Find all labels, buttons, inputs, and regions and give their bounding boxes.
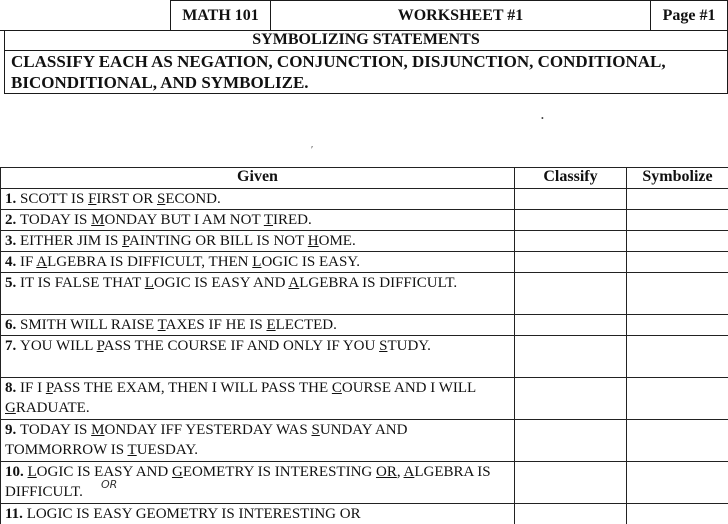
table-row xyxy=(1,231,728,252)
symbol-letter: OR xyxy=(376,464,397,480)
statement-text: ASS THE COURSE IF AND ONLY IF YOU xyxy=(104,338,379,354)
statement-text: , xyxy=(397,464,404,480)
symbol-letter: F xyxy=(88,191,96,207)
statement-text: ASS THE EXAM, THEN I WILL PASS THE xyxy=(53,380,332,396)
statement-text: LOGIC IS EASY GEOMETRY IS INTERESTING OR xyxy=(27,506,361,522)
table-row xyxy=(1,273,728,315)
symbol-letter: M xyxy=(91,212,104,228)
symbol-letter: S xyxy=(311,422,319,438)
classify-answer-cell[interactable] xyxy=(515,462,627,504)
classify-answer-cell[interactable] xyxy=(515,210,627,231)
statement-text: AINTING OR BILL IS NOT xyxy=(129,233,308,249)
statement-text: OGIC IS EASY AND xyxy=(37,464,172,480)
statement-text: ONDAY IFF YESTERDAY WAS xyxy=(104,422,311,438)
classify-answer-cell[interactable] xyxy=(515,189,627,210)
symbol-letter: T xyxy=(128,442,137,458)
statement-text: TODAY IS xyxy=(20,212,91,228)
classify-answer-cell[interactable] xyxy=(515,336,627,378)
statement-text: SMITH WILL RAISE xyxy=(20,317,158,333)
statement-text: ECOND. xyxy=(165,191,220,207)
symbol-letter: L xyxy=(28,464,37,480)
given-statement xyxy=(1,273,515,315)
worksheet-subtitle: SYMBOLIZING STATEMENTS xyxy=(4,30,728,51)
statement-number: 5. xyxy=(5,275,20,291)
symbol-letter: P xyxy=(46,380,53,396)
symbol-letter: A xyxy=(404,464,415,480)
statement-text: EITHER JIM IS xyxy=(20,233,122,249)
symbolize-answer-cell[interactable] xyxy=(627,336,728,378)
symbol-letter: E xyxy=(266,317,275,333)
given-statement xyxy=(1,252,515,273)
symbol-letter: L xyxy=(145,275,154,291)
symbolize-answer-cell[interactable] xyxy=(627,189,728,210)
statement-text: TUDY. xyxy=(387,338,430,354)
statement-number: 8. xyxy=(5,380,20,396)
header-blank-cell xyxy=(0,0,170,31)
statement-text: YOU WILL xyxy=(20,338,97,354)
table-row xyxy=(1,315,728,336)
course-code: MATH 101 xyxy=(170,0,271,31)
given-statement xyxy=(1,420,515,462)
table-row xyxy=(1,252,728,273)
handwritten-annotation: OR xyxy=(101,478,117,491)
column-header-given: Given xyxy=(1,168,515,189)
symbolize-answer-cell[interactable] xyxy=(627,252,728,273)
symbol-letter: S xyxy=(379,338,387,354)
statement-text: AXES IF HE IS xyxy=(166,317,267,333)
classify-answer-cell[interactable] xyxy=(515,252,627,273)
symbol-letter: A xyxy=(288,275,299,291)
symbol-letter: S xyxy=(157,191,165,207)
symbol-letter: G xyxy=(5,400,16,416)
statement-text: TODAY IS xyxy=(20,422,91,438)
paper-speck: • xyxy=(541,114,544,123)
statement-number: 9. xyxy=(5,422,20,438)
statement-text: LECTED. xyxy=(276,317,337,333)
given-statement xyxy=(1,315,515,336)
statement-text: OURSE AND I WILL xyxy=(342,380,476,396)
worksheet-table xyxy=(0,167,728,524)
table-row xyxy=(1,189,728,210)
given-statement xyxy=(1,231,515,252)
symbolize-answer-cell[interactable] xyxy=(627,420,728,462)
classify-answer-cell[interactable] xyxy=(515,231,627,252)
statement-number: 2. xyxy=(5,212,20,228)
statement-number: 10. xyxy=(5,464,28,480)
statement-text: IF I xyxy=(20,380,46,396)
table-row xyxy=(1,336,728,378)
symbol-letter: P xyxy=(97,338,104,354)
statement-number: 7. xyxy=(5,338,20,354)
worksheet-header xyxy=(0,0,728,31)
statement-text: UNDAY AND TOMMORROW IS xyxy=(5,422,407,458)
statement-number: 4. xyxy=(5,254,20,270)
symbolize-answer-cell[interactable] xyxy=(627,315,728,336)
statement-text: LGEBRA IS DIFFICULT. xyxy=(299,275,457,291)
statement-text: OME. xyxy=(319,233,356,249)
statement-text: IRST OR xyxy=(96,191,157,207)
symbol-letter: T xyxy=(158,317,166,333)
statement-number: 1. xyxy=(5,191,20,207)
statement-text: IF xyxy=(20,254,36,270)
table-row xyxy=(1,378,728,420)
given-statement xyxy=(1,189,515,210)
statement-text: IRED. xyxy=(273,212,312,228)
classify-answer-cell[interactable] xyxy=(515,273,627,315)
classify-answer-cell[interactable] xyxy=(515,315,627,336)
column-header-classify: Classify xyxy=(515,168,627,189)
symbol-letter: T xyxy=(264,212,273,228)
statement-text: IT IS FALSE THAT xyxy=(20,275,145,291)
statement-text: EOMETRY IS INTERESTING xyxy=(183,464,376,480)
classify-answer-cell[interactable] xyxy=(515,378,627,420)
statement-number: 3. xyxy=(5,233,20,249)
symbol-letter: L xyxy=(252,254,261,270)
symbol-letter: A xyxy=(36,254,47,270)
table-row xyxy=(1,210,728,231)
statement-text: LGEBRA IS DIFFICULT. xyxy=(5,464,491,500)
statement-text: SCOTT IS xyxy=(20,191,88,207)
given-statement xyxy=(1,462,515,504)
classify-answer-cell[interactable] xyxy=(515,420,627,462)
instructions: CLASSIFY EACH AS NEGATION, CONJUNCTION, DISJUNCTION, CONDITIONAL, BICONDITIONAL, AND SYMBOLIZE. xyxy=(4,50,728,94)
page-number: Page #1 xyxy=(650,0,728,31)
table-row xyxy=(1,420,728,462)
column-header-symbolize: Symbolize xyxy=(627,168,728,189)
symbol-letter: H xyxy=(308,233,319,249)
statement-text: UESDAY. xyxy=(137,442,198,458)
given-statement xyxy=(1,210,515,231)
statement-text: LGEBRA IS DIFFICULT, THEN xyxy=(47,254,252,270)
symbol-letter: G xyxy=(172,464,183,480)
symbolize-answer-cell[interactable] xyxy=(627,378,728,420)
symbolize-answer-cell[interactable] xyxy=(627,462,728,504)
symbol-letter: C xyxy=(332,380,342,396)
given-statement xyxy=(1,336,515,378)
symbolize-answer-cell[interactable] xyxy=(627,210,728,231)
given-statement xyxy=(1,378,515,420)
statement-text: OGIC IS EASY AND xyxy=(154,275,288,291)
symbol-letter: P xyxy=(122,233,129,249)
statement-text: RADUATE. xyxy=(16,400,90,416)
paper-speck: ′ xyxy=(311,145,313,156)
symbolize-answer-cell[interactable] xyxy=(627,231,728,252)
statement-number: 11. xyxy=(5,506,27,522)
statement-text: ONDAY BUT I AM NOT xyxy=(104,212,263,228)
symbolize-answer-cell[interactable] xyxy=(627,273,728,315)
statement-number: 6. xyxy=(5,317,20,333)
symbol-letter: M xyxy=(91,422,104,438)
statement-text: OGIC IS EASY. xyxy=(261,254,360,270)
worksheet-number: WORKSHEET #1 xyxy=(270,0,651,31)
worksheet-rows xyxy=(1,189,728,524)
